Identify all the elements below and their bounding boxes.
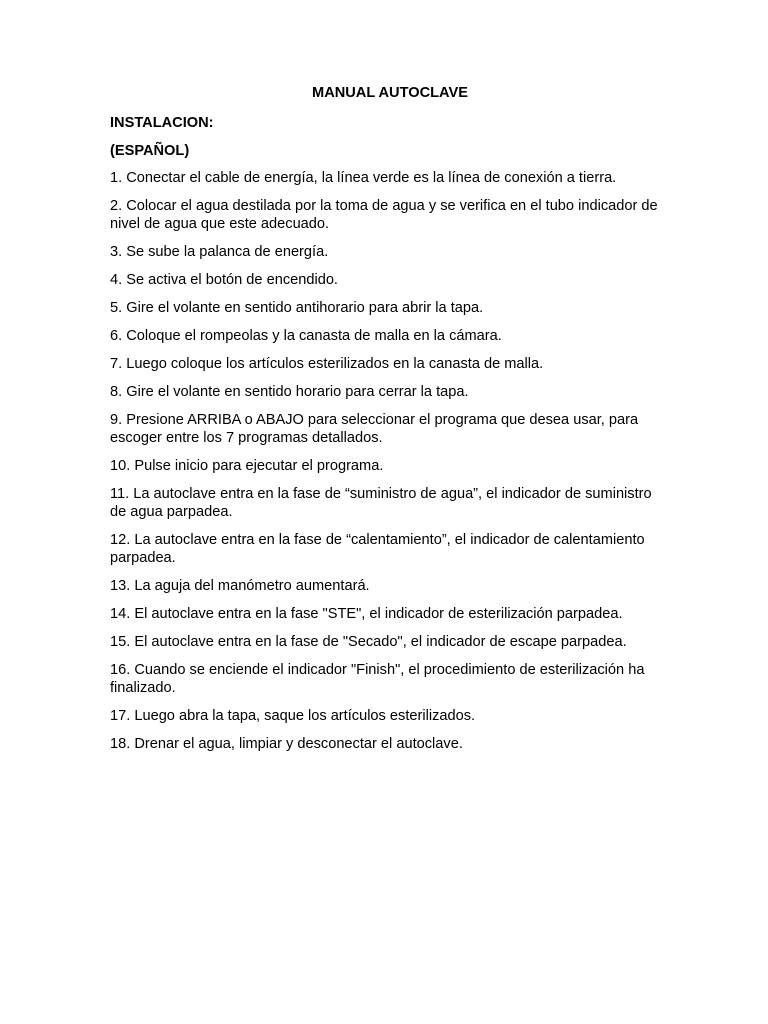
steps-list — [110, 169, 670, 753]
step-item: 5. Gire el volante en sentido antihorario para abrir la tapa. — [110, 300, 484, 316]
step-item: 14. El autoclave entra en la fase "STE", el indicador de esterilización parpadea. — [110, 606, 623, 622]
section-heading: INSTALACION: — [110, 115, 214, 131]
step-item: 3. Se sube la palanca de energía. — [110, 244, 329, 260]
step-item: 11. La autoclave entra en la fase de “suministro de agua”, el indicador de suministro de agua parpadea. — [110, 486, 652, 520]
step-item: 13. La aguja del manómetro aumentará. — [110, 578, 370, 594]
step-item: 10. Pulse inicio para ejecutar el programa. — [110, 458, 384, 474]
step-item: 17. Luego abra la tapa, saque los artículos esterilizados. — [110, 708, 476, 724]
language-heading: (ESPAÑOL) — [110, 143, 190, 159]
step-item: 16. Cuando se enciende el indicador "Finish", el procedimiento de esterilización ha finalizado. — [110, 662, 645, 696]
step-item: 1. Conectar el cable de energía, la línea verde es la línea de conexión a tierra. — [110, 170, 617, 186]
document-title: MANUAL AUTOCLAVE — [312, 85, 468, 101]
step-item: 8. Gire el volante en sentido horario para cerrar la tapa. — [110, 384, 469, 400]
document-page — [110, 83, 670, 763]
step-item: 2. Colocar el agua destilada por la toma de agua y se verifica en el tubo indicador de nivel de agua que este adecuado. — [110, 198, 658, 232]
step-item: 6. Coloque el rompeolas y la canasta de malla en la cámara. — [110, 328, 502, 344]
step-item: 15. El autoclave entra en la fase de "Secado", el indicador de escape parpadea. — [110, 634, 627, 650]
step-item: 12. La autoclave entra en la fase de “calentamiento”, el indicador de calentamiento parpadea. — [110, 532, 645, 566]
step-item: 18. Drenar el agua, limpiar y desconectar el autoclave. — [110, 736, 463, 752]
step-item: 4. Se activa el botón de encendido. — [110, 272, 338, 288]
step-item: 9. Presione ARRIBA o ABAJO para seleccionar el programa que desea usar, para escoger entre los 7 programas detallados. — [110, 412, 639, 446]
step-item: 7. Luego coloque los artículos esterilizados en la canasta de malla. — [110, 356, 544, 372]
